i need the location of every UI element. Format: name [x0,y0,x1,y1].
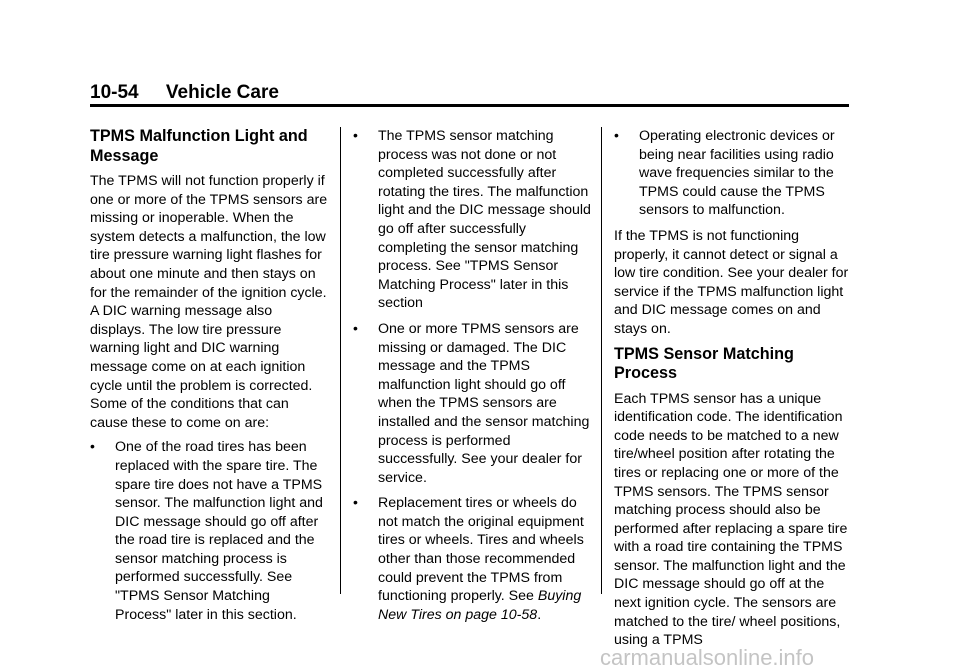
list-item [90,438,330,624]
list-item-text: One or more TPMS sensors are missing or damaged. The DIC message and the TPMS malfunction light should go off when the TPMS sensors are installed and the sensor matching process is performed successfully. See your dealer for service. [378,320,590,486]
watermark: carmanualsonline.info [600,645,815,670]
column-1 [90,127,330,631]
page-number: 10-54 [90,82,139,103]
bullet-icon: • [90,438,95,455]
list-item [353,127,591,313]
section-title: Vehicle Care [165,82,279,103]
conditions-list-1 [90,438,330,624]
column-divider [340,127,341,594]
column-3 [614,127,854,656]
paragraph-sensor-matching: Each TPMS sensor has a unique identification code. The identification code needs to be matched to a new tire/wheel position after rotating the tires or replacing one or more of the TPMS sensors. The TPMS sensor matching process should also be performed after replacing a spare tire with a road tire containing the TPMS sensor. The malfunction light and the DIC message should go off at the next ignition cycle. The sensors are matched to the tire/ wheel positions, using a TPMS [614,390,848,649]
list-item [353,320,591,487]
column-divider [601,127,602,594]
page-header [90,82,279,104]
bullet-icon: • [353,319,358,336]
bullet-icon: • [614,127,619,143]
list-item-text: The TPMS sensor matching process was not done or not completed successfully after rotating the tires. The malfunction light and the DIC message should go off after successfully completing the sensor matching process. See "TPMS Sensor Matching Process" later in this section [378,128,591,312]
list-item [614,127,854,220]
cross-reference-link[interactable]: Buying New Tires on page 10-58 [378,588,582,623]
column-2 [353,127,591,631]
paragraph-not-functioning: If the TPMS is not functioning properly, it cannot detect or signal a low tire condition. See your dealer for service if the TPMS malfunction light and DIC message comes on and stays on. [614,227,849,337]
list-item [353,494,591,624]
paragraph-malfunction-intro: The TPMS will not function properly if one or more of the TPMS sensors are missing or inoperable. When the system detects a malfunction, the low tire pressure warning light flashes for about one minute and then stays on for the remainder of the ignition cycle. A DIC warning message also displays. The low tire pressure warning light and DIC warning message come on at each ignition cycle until the problem is corrected. Some of the conditions that can cause these to come on are: [90,173,328,431]
list-item-text: One of the road tires has been replaced with the spare tire. The spare tire does not have a TPMS sensor. The malfunction light and DIC message should go off after the road tire is replaced and the sensor matching process is performed successfully. See "TPMS Sensor Matching Process" later in this section. [115,439,323,623]
bullet-icon: • [353,127,358,143]
list-item-text: Operating electronic devices or being near facilities using radio wave frequencies similar to the TPMS could cause the TPMS sensors to malfunction. [639,128,835,219]
list-item-text: Replacement tires or wheels do not match the original equipment tires or wheels. Tires and wheels other than those recommended could prevent the TPMS from functioning properly. See [378,495,584,605]
list-item-end: . [537,606,542,623]
section-heading-sensor-matching: TPMS Sensor Matching Process [614,344,794,383]
bullet-icon: • [353,494,358,511]
conditions-list-3 [614,127,854,220]
header-rule [90,104,849,107]
conditions-list-2 [353,127,591,624]
section-heading-malfunction: TPMS Malfunction Light and Message [90,127,308,165]
